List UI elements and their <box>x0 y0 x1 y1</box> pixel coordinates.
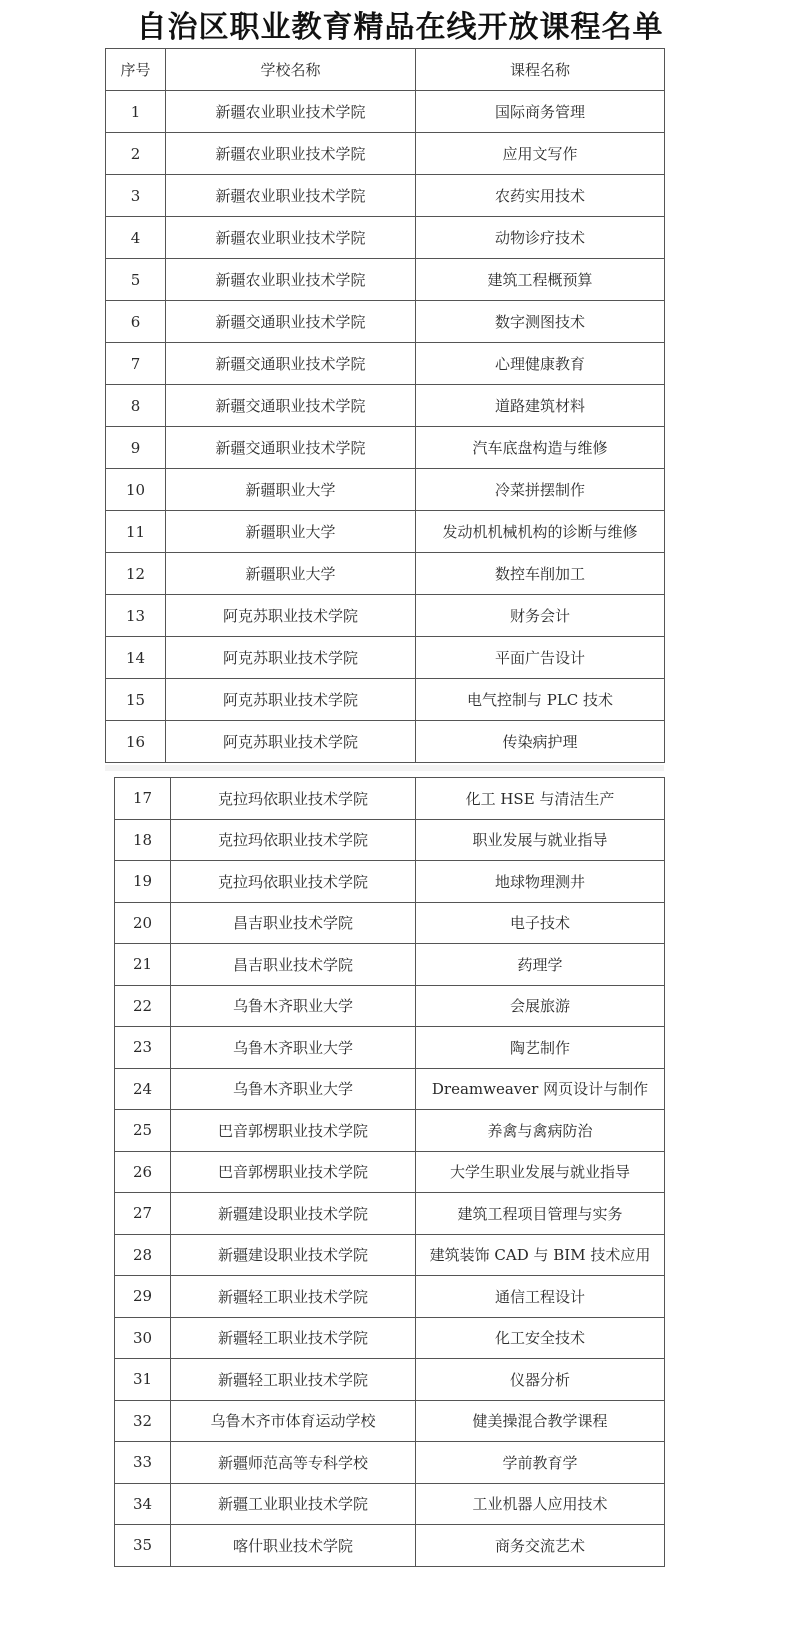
header-index: 序号 <box>106 49 166 91</box>
course-name-cell: 建筑工程项目管理与实务 <box>416 1193 665 1235</box>
row-index-cell: 13 <box>106 595 166 637</box>
row-index-cell: 4 <box>106 217 166 259</box>
row-index-cell: 18 <box>115 819 171 861</box>
course-name-cell: 应用文写作 <box>416 133 665 175</box>
course-name-cell: 汽车底盘构造与维修 <box>416 427 665 469</box>
table-row <box>106 721 665 763</box>
row-index-cell: 11 <box>106 511 166 553</box>
school-name-cell: 新疆交通职业技术学院 <box>166 343 416 385</box>
row-index-cell: 31 <box>115 1359 171 1401</box>
row-index-cell: 32 <box>115 1400 171 1442</box>
page-break <box>105 765 664 771</box>
course-name-cell: 财务会计 <box>416 595 665 637</box>
row-index-cell: 16 <box>106 721 166 763</box>
school-name-cell: 克拉玛依职业技术学院 <box>171 778 416 820</box>
row-index-cell: 34 <box>115 1483 171 1525</box>
school-name-cell: 乌鲁木齐市体育运动学校 <box>171 1400 416 1442</box>
row-index-cell: 22 <box>115 985 171 1027</box>
school-name-cell: 新疆交通职业技术学院 <box>166 427 416 469</box>
row-index-cell: 19 <box>115 861 171 903</box>
row-index-cell: 23 <box>115 1027 171 1069</box>
table-row <box>115 1193 665 1235</box>
table-row <box>106 301 665 343</box>
row-index-cell: 21 <box>115 944 171 986</box>
course-name-cell: 化工 HSE 与清洁生产 <box>416 778 665 820</box>
row-index-cell: 20 <box>115 902 171 944</box>
course-name-cell: 国际商务管理 <box>416 91 665 133</box>
course-name-cell: 学前教育学 <box>416 1442 665 1484</box>
course-name-cell: 动物诊疗技术 <box>416 217 665 259</box>
table-row <box>115 861 665 903</box>
school-name-cell: 新疆交通职业技术学院 <box>166 301 416 343</box>
school-name-cell: 乌鲁木齐职业大学 <box>171 1068 416 1110</box>
table-row <box>106 637 665 679</box>
table-row <box>115 819 665 861</box>
row-index-cell: 35 <box>115 1525 171 1567</box>
table-row <box>106 553 665 595</box>
row-index-cell: 8 <box>106 385 166 427</box>
school-name-cell: 克拉玛依职业技术学院 <box>171 861 416 903</box>
school-name-cell: 新疆工业职业技术学院 <box>171 1483 416 1525</box>
table-row <box>115 944 665 986</box>
table-body-part-2 <box>115 778 665 1567</box>
table-row <box>115 1276 665 1318</box>
course-name-cell: 平面广告设计 <box>416 637 665 679</box>
row-index-cell: 3 <box>106 175 166 217</box>
school-name-cell: 克拉玛依职业技术学院 <box>171 819 416 861</box>
course-name-cell: 职业发展与就业指导 <box>416 819 665 861</box>
course-name-cell: 健美操混合教学课程 <box>416 1400 665 1442</box>
row-index-cell: 10 <box>106 469 166 511</box>
course-name-cell: 道路建筑材料 <box>416 385 665 427</box>
row-index-cell: 9 <box>106 427 166 469</box>
school-name-cell: 阿克苏职业技术学院 <box>166 721 416 763</box>
course-name-cell: 药理学 <box>416 944 665 986</box>
school-name-cell: 新疆农业职业技术学院 <box>166 91 416 133</box>
table-row <box>106 343 665 385</box>
row-index-cell: 2 <box>106 133 166 175</box>
row-index-cell: 7 <box>106 343 166 385</box>
table-row <box>106 427 665 469</box>
course-name-cell: 农药实用技术 <box>416 175 665 217</box>
table-row <box>115 1234 665 1276</box>
table-row <box>106 595 665 637</box>
table-row <box>115 1442 665 1484</box>
row-index-cell: 14 <box>106 637 166 679</box>
course-table-part-1 <box>105 48 665 763</box>
school-name-cell: 新疆轻工职业技术学院 <box>171 1317 416 1359</box>
school-name-cell: 新疆职业大学 <box>166 511 416 553</box>
course-name-cell: 通信工程设计 <box>416 1276 665 1318</box>
school-name-cell: 新疆农业职业技术学院 <box>166 133 416 175</box>
school-name-cell: 新疆师范高等专科学校 <box>171 1442 416 1484</box>
course-name-cell: 建筑装饰 CAD 与 BIM 技术应用 <box>416 1234 665 1276</box>
school-name-cell: 新疆农业职业技术学院 <box>166 217 416 259</box>
course-name-cell: 数字测图技术 <box>416 301 665 343</box>
table-body-part-1 <box>106 91 665 763</box>
row-index-cell: 15 <box>106 679 166 721</box>
row-index-cell: 5 <box>106 259 166 301</box>
course-name-cell: 会展旅游 <box>416 985 665 1027</box>
course-name-cell: 工业机器人应用技术 <box>416 1483 665 1525</box>
table-row <box>115 1359 665 1401</box>
table-row <box>115 1525 665 1567</box>
school-name-cell: 阿克苏职业技术学院 <box>166 637 416 679</box>
table-row <box>106 175 665 217</box>
row-index-cell: 1 <box>106 91 166 133</box>
school-name-cell: 巴音郭楞职业技术学院 <box>171 1151 416 1193</box>
school-name-cell: 新疆职业大学 <box>166 469 416 511</box>
school-name-cell: 巴音郭楞职业技术学院 <box>171 1110 416 1152</box>
course-name-cell: 地球物理测井 <box>416 861 665 903</box>
row-index-cell: 26 <box>115 1151 171 1193</box>
course-name-cell: 数控车削加工 <box>416 553 665 595</box>
school-name-cell: 新疆交通职业技术学院 <box>166 385 416 427</box>
course-name-cell: 冷菜拼摆制作 <box>416 469 665 511</box>
school-name-cell: 新疆职业大学 <box>166 553 416 595</box>
table-row <box>106 259 665 301</box>
course-name-cell: 传染病护理 <box>416 721 665 763</box>
course-table-part-2 <box>114 777 665 1567</box>
header-school: 学校名称 <box>166 49 416 91</box>
table-header-row <box>106 49 665 91</box>
school-name-cell: 新疆轻工职业技术学院 <box>171 1359 416 1401</box>
row-index-cell: 12 <box>106 553 166 595</box>
row-index-cell: 28 <box>115 1234 171 1276</box>
course-name-cell: 电气控制与 PLC 技术 <box>416 679 665 721</box>
table-row <box>106 217 665 259</box>
row-index-cell: 33 <box>115 1442 171 1484</box>
row-index-cell: 29 <box>115 1276 171 1318</box>
page-title: 自治区职业教育精品在线开放课程名单 <box>136 10 664 45</box>
course-name-cell: 商务交流艺术 <box>416 1525 665 1567</box>
course-name-cell: 养禽与禽病防治 <box>416 1110 665 1152</box>
table-row <box>115 1027 665 1069</box>
table-row <box>106 133 665 175</box>
table-row <box>115 1151 665 1193</box>
row-index-cell: 17 <box>115 778 171 820</box>
course-name-cell: 陶艺制作 <box>416 1027 665 1069</box>
row-index-cell: 30 <box>115 1317 171 1359</box>
table-row <box>115 1110 665 1152</box>
table-row <box>115 1400 665 1442</box>
school-name-cell: 阿克苏职业技术学院 <box>166 679 416 721</box>
school-name-cell: 乌鲁木齐职业大学 <box>171 1027 416 1069</box>
course-name-cell: 心理健康教育 <box>416 343 665 385</box>
school-name-cell: 新疆农业职业技术学院 <box>166 259 416 301</box>
row-index-cell: 27 <box>115 1193 171 1235</box>
table-row <box>106 679 665 721</box>
row-index-cell: 25 <box>115 1110 171 1152</box>
course-name-cell: 发动机机械机构的诊断与维修 <box>416 511 665 553</box>
table-row <box>115 1317 665 1359</box>
course-name-cell: 电子技术 <box>416 902 665 944</box>
row-index-cell: 6 <box>106 301 166 343</box>
table-row <box>106 91 665 133</box>
table-row <box>115 902 665 944</box>
table-row <box>106 511 665 553</box>
school-name-cell: 乌鲁木齐职业大学 <box>171 985 416 1027</box>
table-row <box>106 385 665 427</box>
course-name-cell: Dreamweaver 网页设计与制作 <box>416 1068 665 1110</box>
course-name-cell: 建筑工程概预算 <box>416 259 665 301</box>
table-row <box>115 1068 665 1110</box>
row-index-cell: 24 <box>115 1068 171 1110</box>
table-row <box>115 778 665 820</box>
table-row <box>115 1483 665 1525</box>
course-name-cell: 仪器分析 <box>416 1359 665 1401</box>
school-name-cell: 新疆轻工职业技术学院 <box>171 1276 416 1318</box>
header-course: 课程名称 <box>416 49 665 91</box>
course-name-cell: 化工安全技术 <box>416 1317 665 1359</box>
school-name-cell: 昌吉职业技术学院 <box>171 944 416 986</box>
school-name-cell: 喀什职业技术学院 <box>171 1525 416 1567</box>
school-name-cell: 新疆建设职业技术学院 <box>171 1193 416 1235</box>
school-name-cell: 阿克苏职业技术学院 <box>166 595 416 637</box>
school-name-cell: 昌吉职业技术学院 <box>171 902 416 944</box>
school-name-cell: 新疆建设职业技术学院 <box>171 1234 416 1276</box>
table-row <box>106 469 665 511</box>
table-row <box>115 985 665 1027</box>
school-name-cell: 新疆农业职业技术学院 <box>166 175 416 217</box>
course-name-cell: 大学生职业发展与就业指导 <box>416 1151 665 1193</box>
